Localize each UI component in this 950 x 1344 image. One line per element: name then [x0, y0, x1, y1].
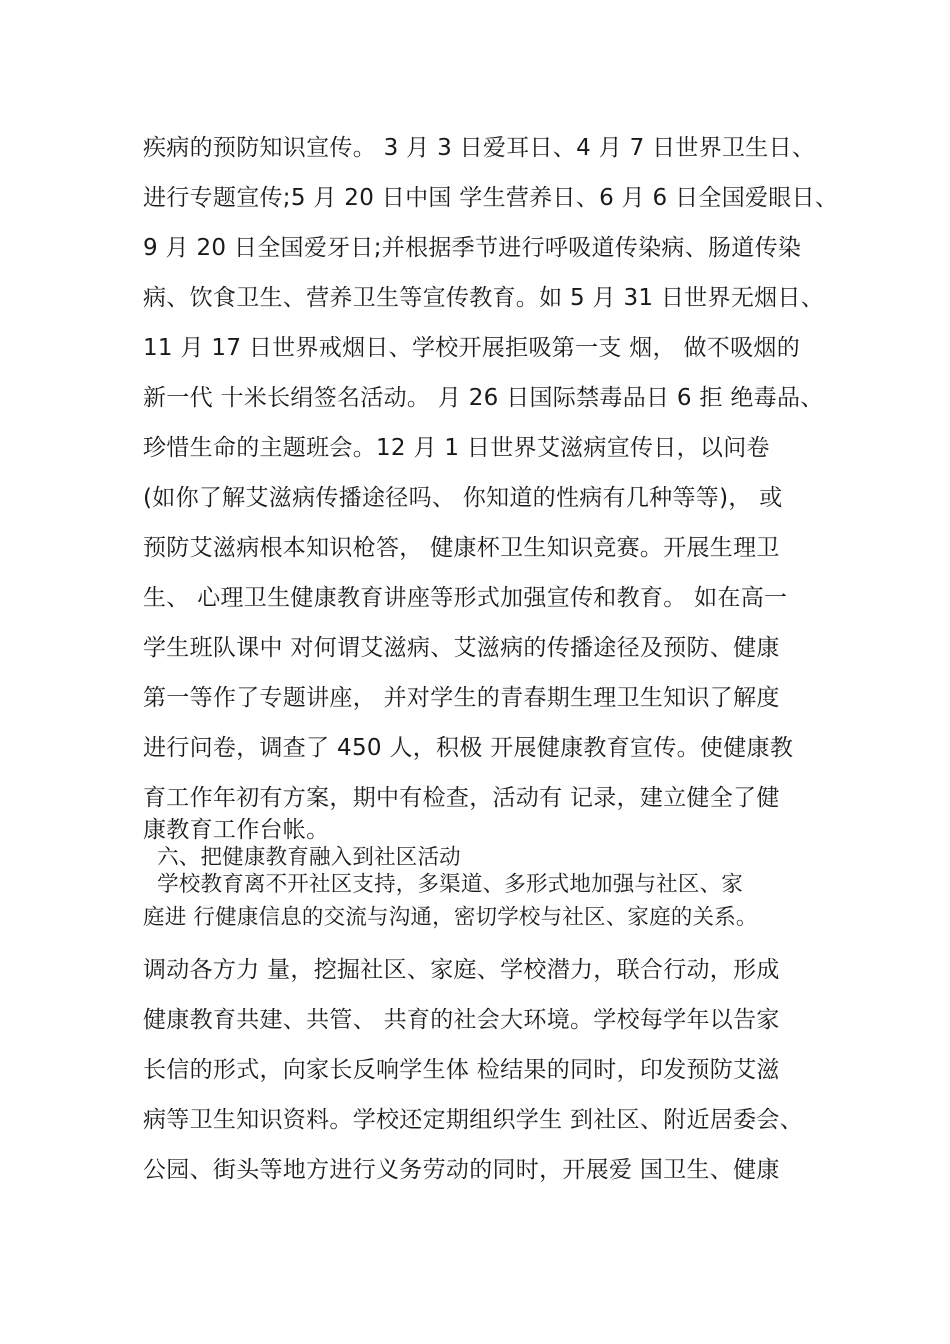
paragraph-line: 调动各方力 量，挖掘社区、家庭、学校潜力，联合行动，形成 — [143, 957, 780, 983]
paragraph-line: 学生班队课中 对何谓艾滋病、艾滋病的传播途径及预防、健康 — [143, 635, 780, 661]
paragraph-line: 病、饮食卫生、营养卫生等宣传教育。如 5 月 31 日世界无烟日、 — [143, 285, 825, 311]
paragraph-line: 健康教育共建、共管、 共育的社会大环境。学校每学年以告家 — [143, 1007, 780, 1033]
section-heading: 六、把健康教育融入到社区活动 — [143, 845, 461, 870]
paragraph-line: 进行专题宣传;5 月 20 日中国 学生营养日、6 月 6 日全国爱眼日、 — [143, 185, 839, 211]
paragraph-line: 11 月 17 日世界戒烟日、学校开展拒吸第一支 烟， 做不吸烟的 — [143, 335, 800, 361]
paragraph-line: 长信的形式，向家长反响学生体 检结果的同时，印发预防艾滋 — [143, 1057, 780, 1083]
paragraph-line: 9 月 20 日全国爱牙日;并根据季节进行呼吸道传染病、肠道传染 — [143, 235, 802, 261]
paragraph-line: 进行问卷，调查了 450 人，积极 开展健康教育宣传。使健康教 — [143, 735, 794, 761]
paragraph-line: 预防艾滋病根本知识枪答， 健康杯卫生知识竞赛。开展生理卫 — [143, 535, 780, 561]
paragraph-line: 新一代 十米长绢签名活动。 月 26 日国际禁毒品日 6 拒 绝毒品、 — [143, 385, 824, 411]
paragraph-line: 学校教育离不开社区支持，多渠道、多形式地加强与社区、家 — [143, 872, 743, 897]
paragraph-line: 珍惜生命的主题班会。12 月 1 日世界艾滋病宣传日，以问卷 — [143, 435, 770, 461]
paragraph-line: 病等卫生知识资料。学校还定期组织学生 到社区、附近居委会、 — [143, 1107, 804, 1133]
paragraph-line: 康教育工作台帐。 — [143, 817, 330, 843]
paragraph-line: 生、 心理卫生健康教育讲座等形式加强宣传和教育。 如在高一 — [143, 585, 788, 611]
paragraph-line: (如你了解艾滋病传播途径吗、 你知道的性病有几种等等)， 或 — [143, 485, 783, 511]
paragraph-line: 庭进 行健康信息的交流与沟通，密切学校与社区、家庭的关系。 — [143, 905, 758, 930]
paragraph-line: 公园、街头等地方进行义务劳动的同时，开展爱 国卫生、健康 — [143, 1157, 780, 1183]
paragraph-line: 育工作年初有方案，期中有检查，活动有 记录，建立健全了健 — [143, 785, 780, 811]
paragraph-line: 疾病的预防知识宣传。 3 月 3 日爱耳日、4 月 7 日世界卫生日、 — [143, 135, 816, 161]
paragraph-line: 第一等作了专题讲座， 并对学生的青春期生理卫生知识了解度 — [143, 685, 780, 711]
